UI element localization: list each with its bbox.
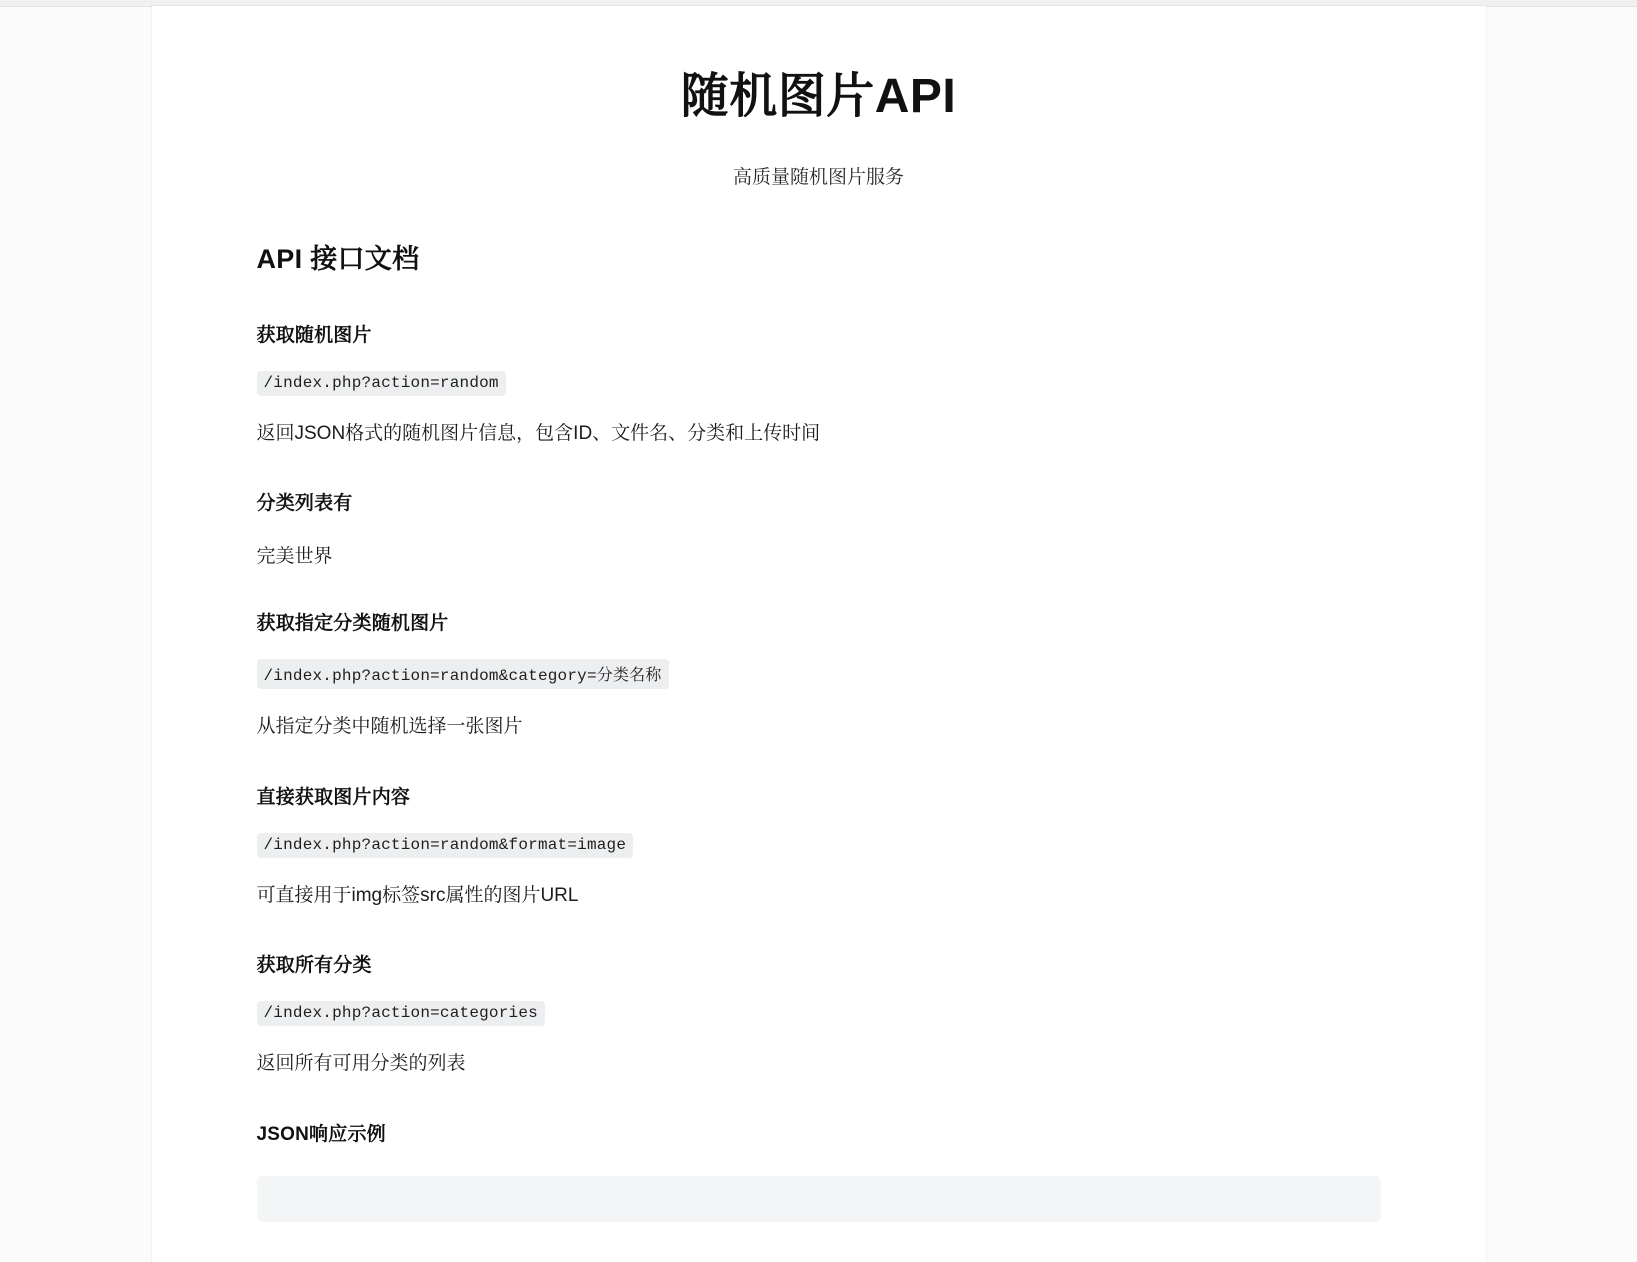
endpoint-description: 可直接用于img标签src属性的图片URL xyxy=(256,884,579,906)
endpoint-random-category xyxy=(257,608,1381,742)
category-list-value: 完美世界 xyxy=(256,546,333,568)
json-example xyxy=(257,1119,1381,1222)
endpoint-heading: 获取指定分类随机图片 xyxy=(256,613,449,635)
category-list xyxy=(257,488,1381,568)
endpoint-random-image xyxy=(257,782,1381,911)
endpoint-heading: 直接获取图片内容 xyxy=(256,786,411,808)
endpoint-path: /index.php?action=random&category=分类名称 xyxy=(257,659,669,689)
endpoint-description: 返回所有可用分类的列表 xyxy=(256,1053,466,1075)
endpoint-heading: 分类列表有 xyxy=(256,493,353,515)
endpoint-random xyxy=(257,320,1381,449)
endpoint-path: /index.php?action=random&format=image xyxy=(257,833,634,858)
section-title-api-docs: API 接口文档 xyxy=(256,243,420,274)
endpoint-path: /index.php?action=random xyxy=(257,371,506,396)
endpoint-description: 返回JSON格式的随机图片信息，包含ID、文件名、分类和上传时间 xyxy=(256,422,821,444)
endpoint-description: 从指定分类中随机选择一张图片 xyxy=(256,716,523,738)
api-documentation xyxy=(152,237,1486,1222)
page-subtitle: 高质量随机图片服务 xyxy=(732,166,904,188)
page-header xyxy=(152,6,1486,189)
page-title: 随机图片API xyxy=(680,70,957,123)
document-sheet xyxy=(152,6,1486,1262)
endpoint-heading: 获取随机图片 xyxy=(256,324,372,346)
endpoint-path: /index.php?action=categories xyxy=(257,1001,545,1026)
json-example-heading: JSON响应示例 xyxy=(256,1123,386,1145)
json-example-code xyxy=(257,1176,1381,1222)
endpoint-categories xyxy=(257,950,1381,1079)
endpoint-heading: 获取所有分类 xyxy=(256,955,372,977)
